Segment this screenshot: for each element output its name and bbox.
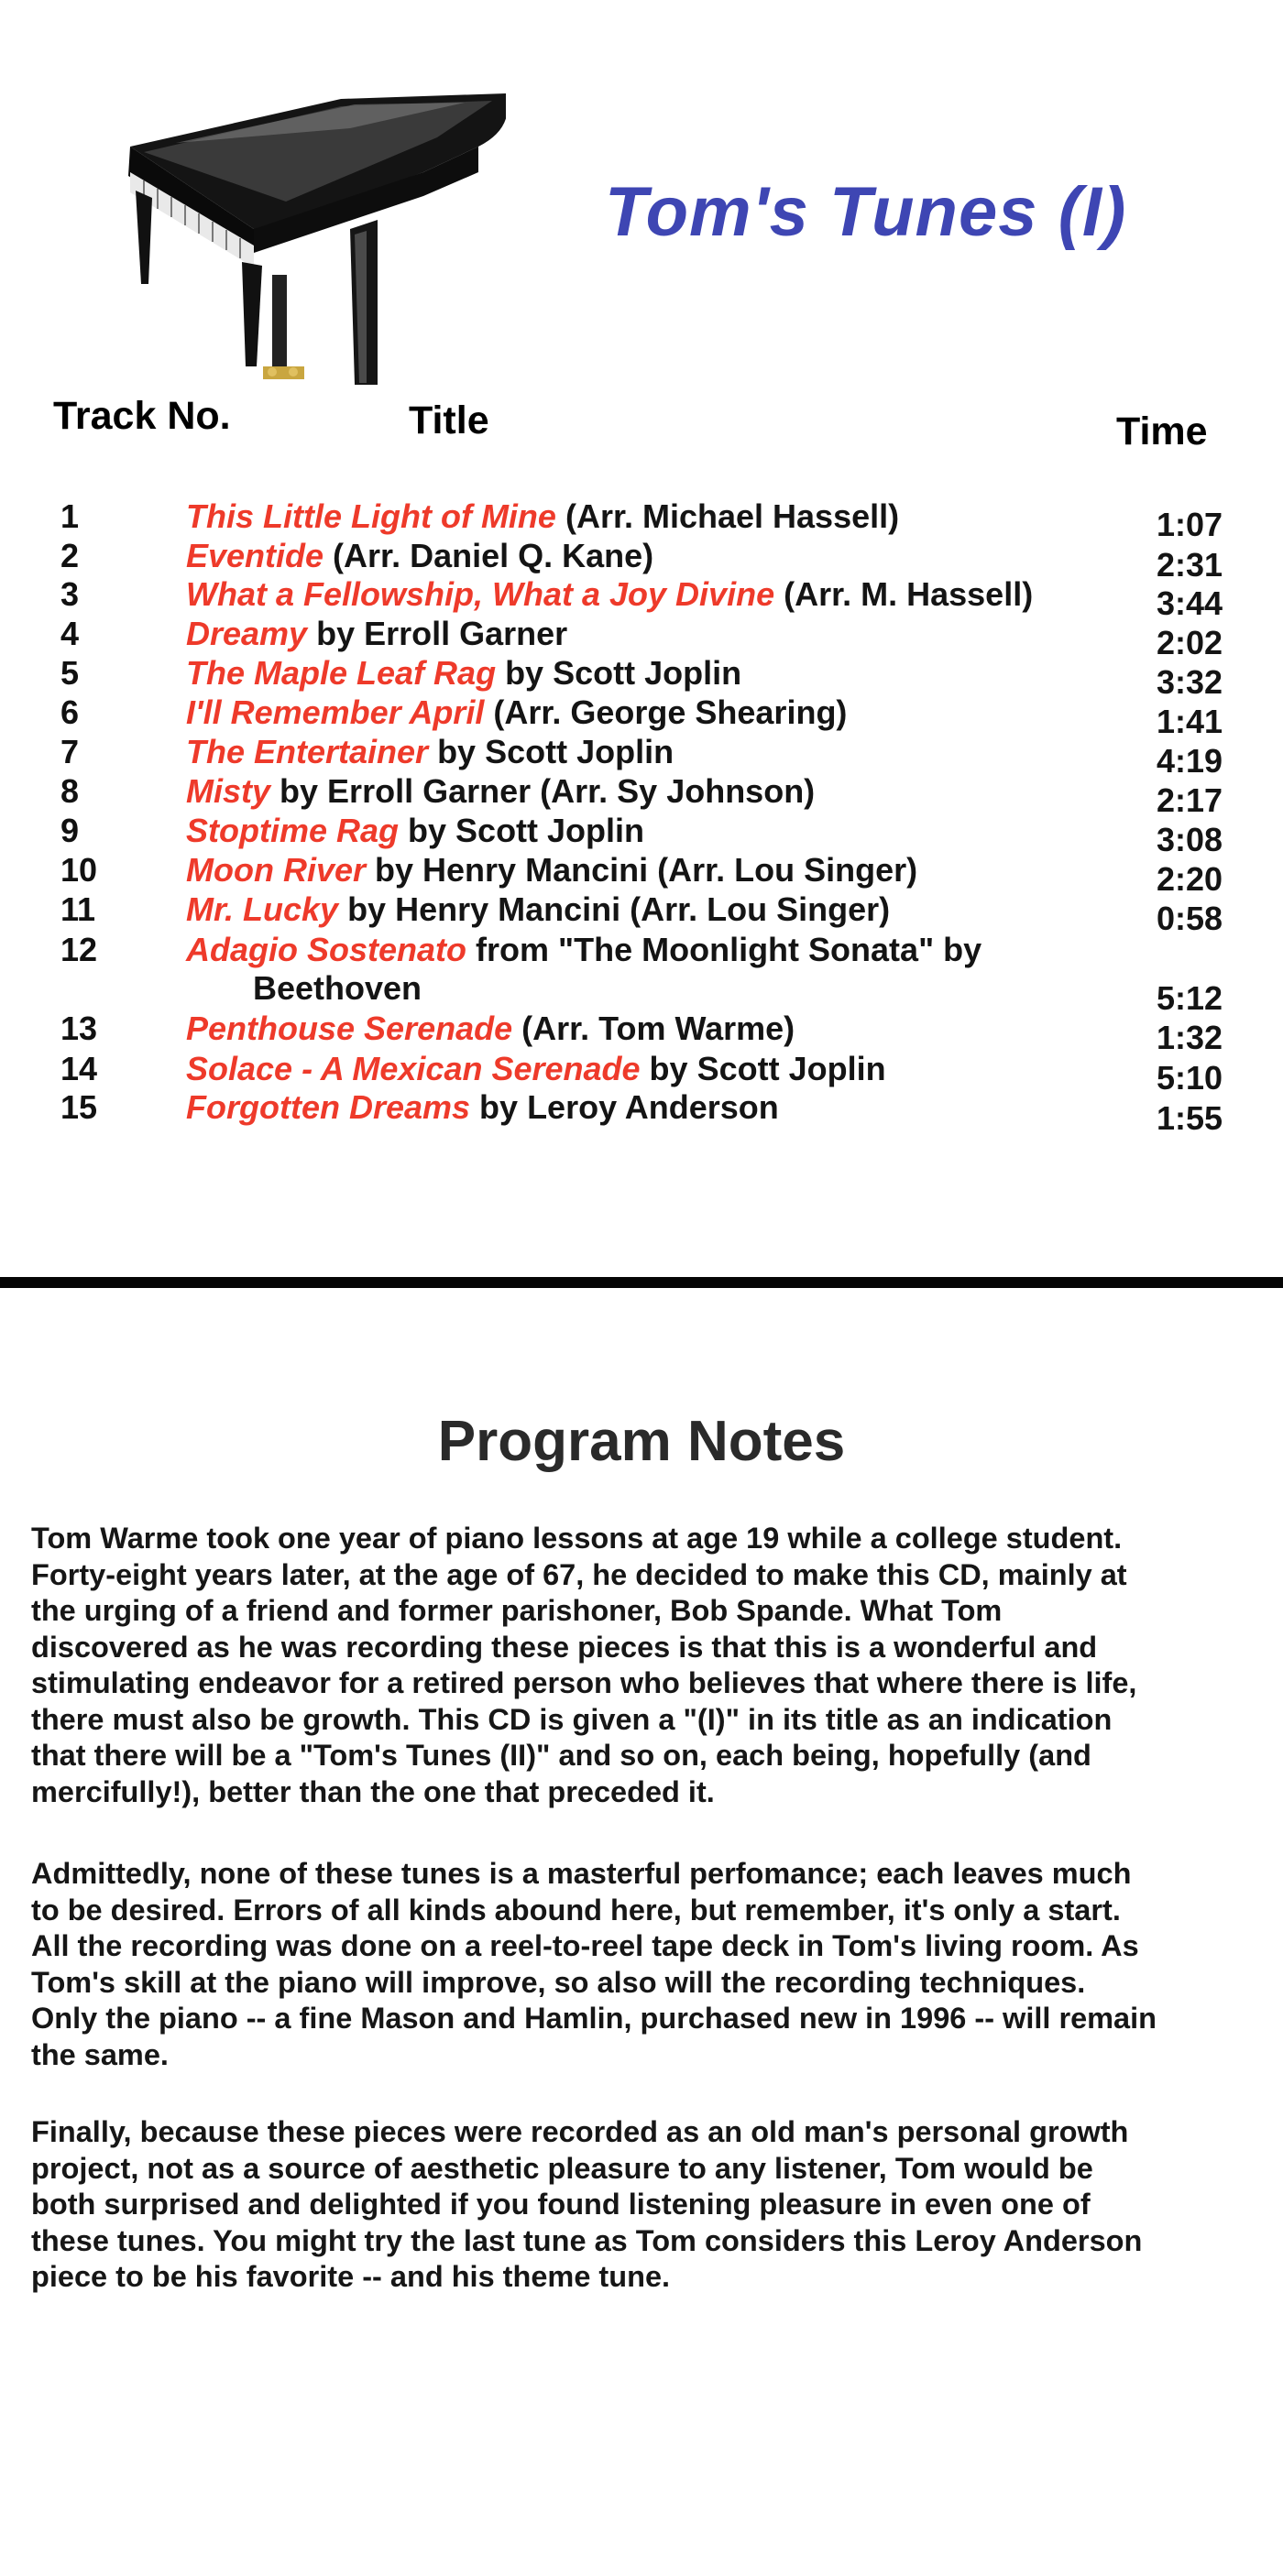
track-time: 2:31 [1157,546,1223,584]
track-row [0,732,1283,780]
track-credit: by Scott Joplin [496,654,742,692]
track-credit: by Henry Mancini (Arr. Lou Singer) [338,890,891,928]
track-time: 5:10 [1157,1059,1223,1097]
track-credit-continued: Beethoven [253,969,422,1007]
track-title: This Little Light of Mine [186,497,556,535]
track-credit: (Arr. George Shearing) [484,693,848,731]
track-title: Mr. Lucky [186,890,339,928]
track-number: 14 [60,1050,98,1087]
track-title: Solace - A Mexican Serenade [186,1050,641,1087]
track-name [186,653,741,693]
track-time: 0:58 [1157,900,1223,937]
track-title: Adagio Sostenato [186,931,467,968]
track-number: 3 [60,575,80,613]
track-name [186,930,981,970]
track-credit: by Scott Joplin [399,812,645,849]
track-name [186,1087,779,1128]
track-time: 5:12 [1157,979,1223,1017]
track-title: Stoptime Rag [186,812,400,849]
track-name [186,693,847,733]
track-title: What a Fellowship, What a Joy Divine [186,575,775,613]
track-name [186,574,1033,615]
track-name [186,614,567,654]
track-row [0,497,1283,543]
track-credit: by Leroy Anderson [470,1088,779,1126]
track-credit: (Arr. Tom Warme) [512,1010,795,1047]
track-row [0,1049,1283,1097]
track-number: 8 [60,772,80,810]
track-credit: by Scott Joplin [428,733,674,770]
track-number: 6 [60,693,80,731]
track-credit: (Arr. Michael Hassell) [555,497,900,535]
track-title: The Entertainer [186,733,429,770]
notes-paragraph: Finally, because these pieces were recorded as an old man's personal growth project, not as a source of aesthetic pleasure to any listener, Tom would be both surprised and delighted if you found listening pleasure in even one of these tunes. You might try the last tune as Tom considers this Leroy Anderson piece to be his favorite -- and his theme tune. [31,2115,1143,2293]
track-title: Penthouse Serenade [186,1010,513,1047]
track-time: 1:07 [1157,506,1223,543]
track-name [186,811,644,851]
track-number: 4 [60,615,80,652]
grand-piano-icon [75,92,506,385]
track-time: 3:08 [1157,821,1223,858]
track-row [0,1009,1283,1056]
track-row [0,890,1283,937]
track-number: 5 [60,654,80,692]
track-time: 1:32 [1157,1019,1223,1056]
track-number: 13 [60,1010,98,1047]
track-title: Dreamy [186,615,308,652]
track-row [0,850,1283,898]
column-header-time: Time [1116,409,1208,453]
program-notes-heading: Program Notes [437,1410,846,1473]
track-time: 3:44 [1157,584,1223,622]
column-header-title: Title [409,398,489,442]
section-divider [0,1277,1283,1288]
track-number: 1 [60,497,80,535]
track-credit: by Scott Joplin [640,1050,886,1087]
track-credit: by Henry Mancini (Arr. Lou Singer) [366,851,918,889]
track-name [186,732,674,772]
track-row [0,1087,1283,1137]
track-credit: (Arr. M. Hassell) [774,575,1034,613]
track-number: 10 [60,851,98,889]
track-time: 2:02 [1157,624,1223,661]
album-title: Tom's Tunes (I) [605,173,1127,251]
track-number: 15 [60,1088,98,1126]
track-number: 7 [60,733,80,770]
track-time: 3:32 [1157,663,1223,701]
track-row [0,693,1283,740]
track-row [0,653,1283,701]
track-title: The Maple Leaf Rag [186,654,497,692]
track-number: 2 [60,537,80,574]
track-title: Misty [186,772,271,810]
track-credit: from "The Moonlight Sonata" by [466,931,982,968]
track-row [0,930,1283,1017]
track-row [0,536,1283,584]
notes-paragraph: Admittedly, none of these tunes is a masterful perfomance; each leaves much to be desired. Errors of all kinds abound here, but remember, it's only a start. All the recording was done on a reel-to-reel tape deck in Tom's living room. As Tom's skill at the piano will improve, so also will the recording techniques. Only the piano -- a fine Mason and Hamlin, purchased new in 1996 -- will remain the same. [31,1857,1157,2071]
track-time: 2:17 [1157,781,1223,819]
track-row [0,771,1283,819]
notes-paragraph: Tom Warme took one year of piano lessons at age 19 while a college student. Forty-eight years later, at the age of 67, he decided to make this CD, mainly at the urging of a friend and former parishoner, Bob Spande. What Tom discovered as he was recording these pieces is that this is a wonderful and stimulating endeavor for a retired person who believes that where there is life, there must also be growth. This CD is given a "(I)" in its title as an indication that there will be a "Tom's Tunes (II)" and so on, each being, hopefully (and mercifully!), better than the one that preceded it. [31,1522,1137,1808]
track-name [186,890,890,930]
column-header-track: Track No. [53,394,231,438]
track-row [0,811,1283,858]
track-time: 4:19 [1157,742,1223,780]
track-name [186,1009,795,1049]
track-credit: by Erroll Garner [307,615,568,652]
track-title: Forgotten Dreams [186,1088,471,1126]
track-name [186,497,899,537]
track-title: Moon River [186,851,367,889]
track-name [186,1049,886,1089]
track-row [0,614,1283,661]
track-name [186,536,653,576]
track-number: 12 [60,931,98,968]
track-time: 2:20 [1157,860,1223,898]
track-number: 11 [60,890,96,928]
track-title: I'll Remember April [186,693,485,731]
track-credit: (Arr. Daniel Q. Kane) [323,537,654,574]
track-time: 1:55 [1157,1099,1223,1137]
track-number: 9 [60,812,80,849]
track-row [0,574,1283,622]
track-name [186,850,917,890]
track-title: Eventide [186,537,324,574]
track-time: 1:41 [1157,703,1223,740]
track-name [186,771,815,812]
track-credit: by Erroll Garner (Arr. Sy Johnson) [270,772,816,810]
